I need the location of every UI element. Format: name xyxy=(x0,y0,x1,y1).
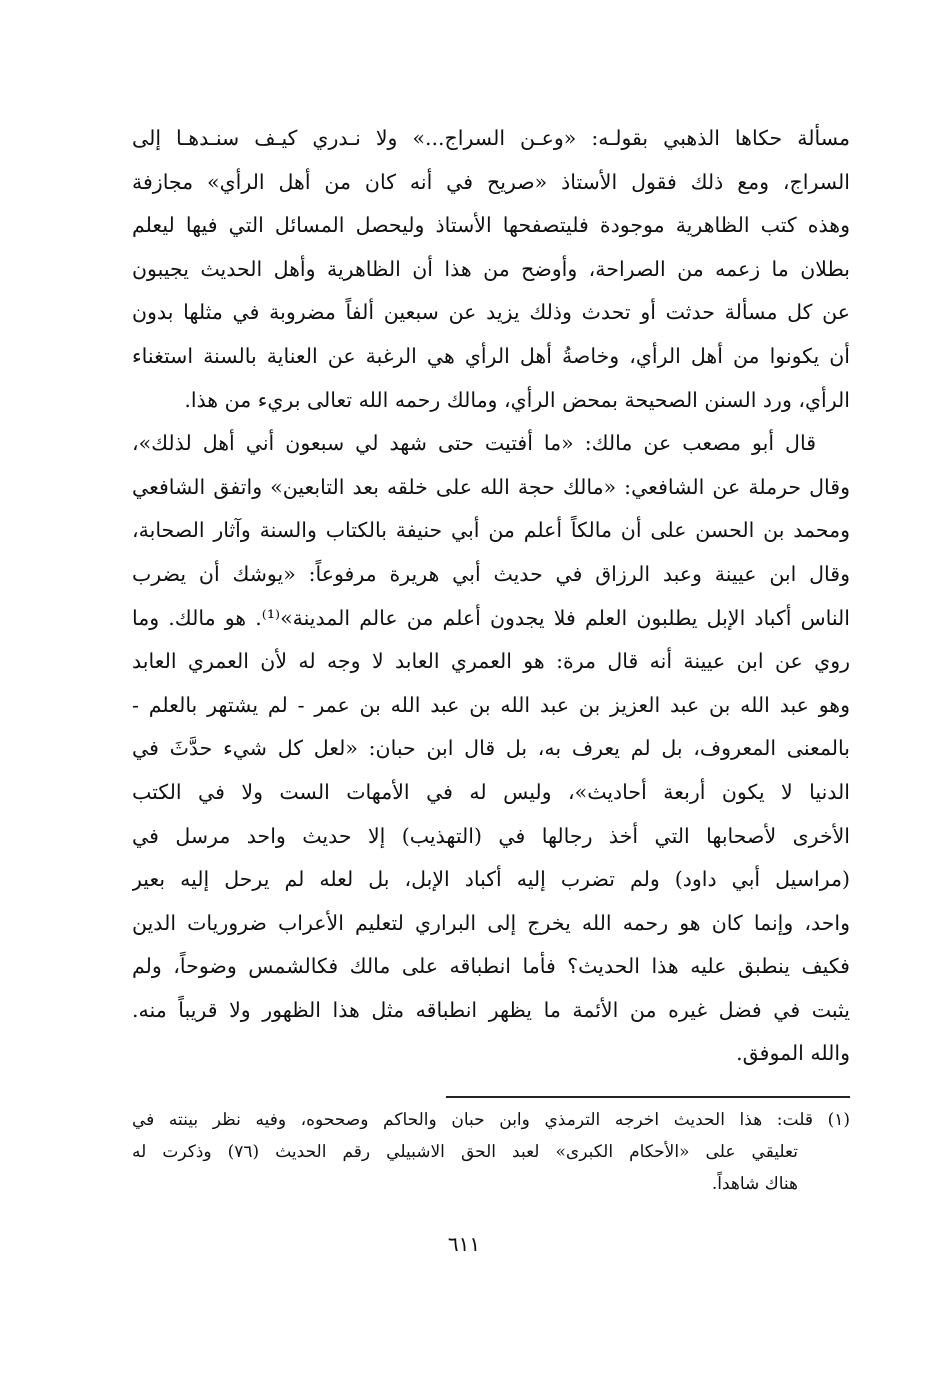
main-text xyxy=(132,117,850,1076)
text-line: روي عن ابن عيينة أنه قال مرة: هو العمري العابد لا وجه له لأن العمري العابد xyxy=(132,649,850,674)
text-line: عن كل مسألة حدثت أو تحدث وذلك يزيد عن سبعين ألفاً مضروبة في مثلها بدون xyxy=(132,300,850,325)
text-line: وهو عبد الله بن عبد العزيز بن عبد الله بن عبد الله بن عمر - لم يشتهر بالعلم - xyxy=(132,692,850,717)
page-number: ٦١١ xyxy=(447,1232,481,1256)
footnote-line: هناك شاهداً. xyxy=(711,1174,798,1194)
footnote xyxy=(132,1104,850,1200)
footnote-line: (١) قلت: هذا الحديث اخرجه الترمذي وابن حبان والحاكم وصححوه، وفيه نظر بينته في xyxy=(132,1110,850,1130)
footnote-line: تعليقي على «الأحكام الكبرى» لعبد الحق الاشبيلي رقم الحديث (٧٦) وذكرت له xyxy=(132,1142,798,1162)
text-line: الناس أكباد الإبل يطلبون العلم فلا يجدون أعلم من عالم المدينة»⁽¹⁾. هو مالك. وما xyxy=(132,605,850,630)
text-line: ومحمد بن الحسن على أن مالكاً أعلم من أبي حنيفة بالكتاب والسنة وآثار الصحابة، xyxy=(132,518,850,543)
text-line: مسألة حكاها الذهبي بقولـه: «وعـن السراج...» ولا نـدري كيـف سنـدهـا إلى xyxy=(132,126,850,150)
text-line: يثبت في فضل غيره من الأئمة ما يظهر انطباقه مثل هذا الظهور ولا قريباً منه. xyxy=(132,997,850,1022)
text-line: السراج، ومع ذلك فقول الأستاذ «صريح في أنه كان من أهل الرأي» مجازفة xyxy=(132,169,850,194)
text-line: فكيف ينطبق عليه هذا الحديث؟ فأما انطباقه على مالك فكالشمس وضوحاً، ولم xyxy=(132,954,850,979)
text-line: وهذه كتب الظاهرية موجودة فليتصفحها الأستاذ وليحصل المسائل التي فيها ليعلم xyxy=(132,213,850,238)
text-line: والله الموفق. xyxy=(736,1041,850,1066)
text-line: بالمعنى المعروف، بل لم يعرف به، بل قال ابن حبان: «لعل كل شيء حدَّثَ في xyxy=(132,736,850,761)
paragraph-start-line: قال أبو مصعب عن مالك: «ما أفتيت حتى شهد لي سبعون أني أهل لذلك»، xyxy=(132,431,816,456)
text-line: وقال ابن عيينة وعبد الرزاق في حديث أبي هريرة مرفوعاً: «يوشك أن يضرب xyxy=(132,561,850,586)
text-line: الدنيا لا يكون أربعة أحاديث»، وليس له في الأمهات الست ولا في الكتب xyxy=(132,779,850,804)
footnote-separator xyxy=(446,1096,850,1098)
text-line: أن يكونوا من أهل الرأي، وخاصةُ أهل الرأي هي الرغبة عن العناية بالسنة استغناء xyxy=(132,343,850,368)
text-line: الرأي، ورد السنن الصحيحة بمحض الرأي، ومالك رحمه الله تعالى بريء من هذا. xyxy=(184,387,850,412)
text-line: وقال حرملة عن الشافعي: «مالك حجة الله على خلقه بعد التابعين» واتفق الشافعي xyxy=(132,474,850,499)
text-line: بطلان ما زعمه من الصراحة، وأوضح من هذا أن الظاهرية وأهل الحديث يجيبون xyxy=(132,256,850,281)
text-line: الأخرى لأصحابها التي أخذ رجالها في (التهذيب) إلا حديث واحد مرسل في xyxy=(132,823,850,848)
text-line: واحد، وإنما كان هو رحمه الله يخرج إلى البراري لتعليم الأعراب ضروريات الدين xyxy=(132,910,850,935)
text-line: (مراسيل أبي داود) ولم تضرب إليه أكباد الإبل، بل لعله لم يرحل إليه بعير xyxy=(132,867,850,892)
